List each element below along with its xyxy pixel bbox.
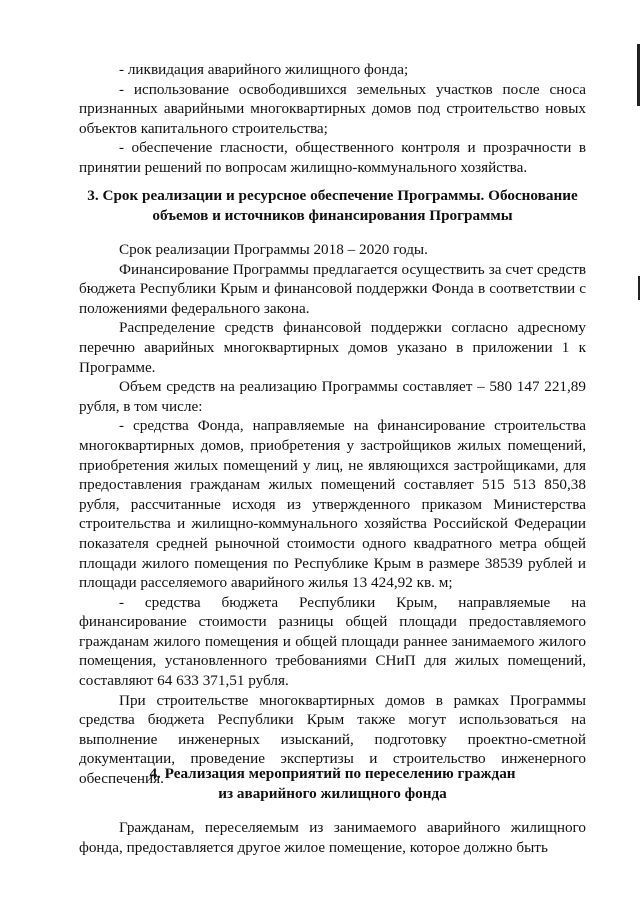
paragraph: Финансирование Программы предлагается осуществить за счет средств бюджета Республики Крым и финансовой поддержки Фонда в соответствии с положениями федерального закона. [79, 260, 586, 317]
section-3-heading [74, 186, 591, 225]
heading-line: 4. Реализация мероприятий по переселению граждан [149, 765, 516, 782]
paragraph: При строительстве многоквартирных домов в рамках Программы средства бюджета Республики Крым также могут использоваться на выполнение инженерных изысканий, подготовку проектно-сметной документации, проведение экспертизы и строительство инженерного обеспечения. [79, 691, 586, 788]
paragraph: - средства Фонда, направляемые на финансирование строительства многоквартирных домов, приобретения у застройщиков жилых помещений, приобретения жилых помещений у лиц, не являющихся застройщиками, для предоставления гражданам жилых помещений составляет 515 513 850,38 рубля, рассчитанные исходя из утвержденного приказом Министерства строительства и жилищно-коммунального хозяйства Российской Федерации показателя средней рыночной стоимости одного квадратного метра общей площади жилого помещения по Республике Крым в размере 38539 рублей и площади расселяемого аварийного жилья 13 424,92 кв. м; [79, 417, 586, 592]
heading-line: объемов и источников финансирования Программы [152, 206, 513, 224]
section-4-body [79, 818, 586, 857]
paragraph: Распределение средств финансовой поддержки согласно адресному перечню аварийных многоквартирных домов указано в приложении 1 к Программе. [79, 319, 586, 376]
paragraph: Объем средств на реализацию Программы составляет – 580 147 221,89 рубля, в том числе: [79, 378, 586, 415]
section-4-heading [79, 764, 586, 803]
list-item: - использование освободившихся земельных участков после сноса признанных аварийными многоквартирных домов под строительство новых объектов капитального строительства; [79, 80, 586, 137]
heading-line: 3. Срок реализации и ресурсное обеспечение Программы. Обоснование [87, 187, 578, 204]
list-item: - ликвидация аварийного жилищного фонда; [119, 61, 409, 78]
section-3-body [79, 240, 586, 789]
paragraph: Срок реализации Программы 2018 – 2020 годы. [119, 241, 428, 258]
goals-list [79, 60, 586, 178]
paragraph: Гражданам, переселяемым из занимаемого аварийного жилищного фонда, предоставляется другое жилое помещение, которое должно быть [79, 819, 586, 856]
list-item: - обеспечение гласности, общественного контроля и прозрачности в принятии решений по вопросам жилищно-коммунального хозяйства. [79, 139, 586, 176]
heading-line: из аварийного жилищного фонда [218, 784, 447, 802]
paragraph: - средства бюджета Республики Крым, направляемые на финансирование стоимости разницы общей площади предоставляемого гражданам жилого помещения и общей площади раннее занимаемого жилого помещения, установленного требованиями СНиП для жилых помещений, составляют 64 633 371,51 рубля. [79, 593, 586, 690]
section-heading [79, 764, 586, 803]
section-heading [74, 186, 591, 225]
